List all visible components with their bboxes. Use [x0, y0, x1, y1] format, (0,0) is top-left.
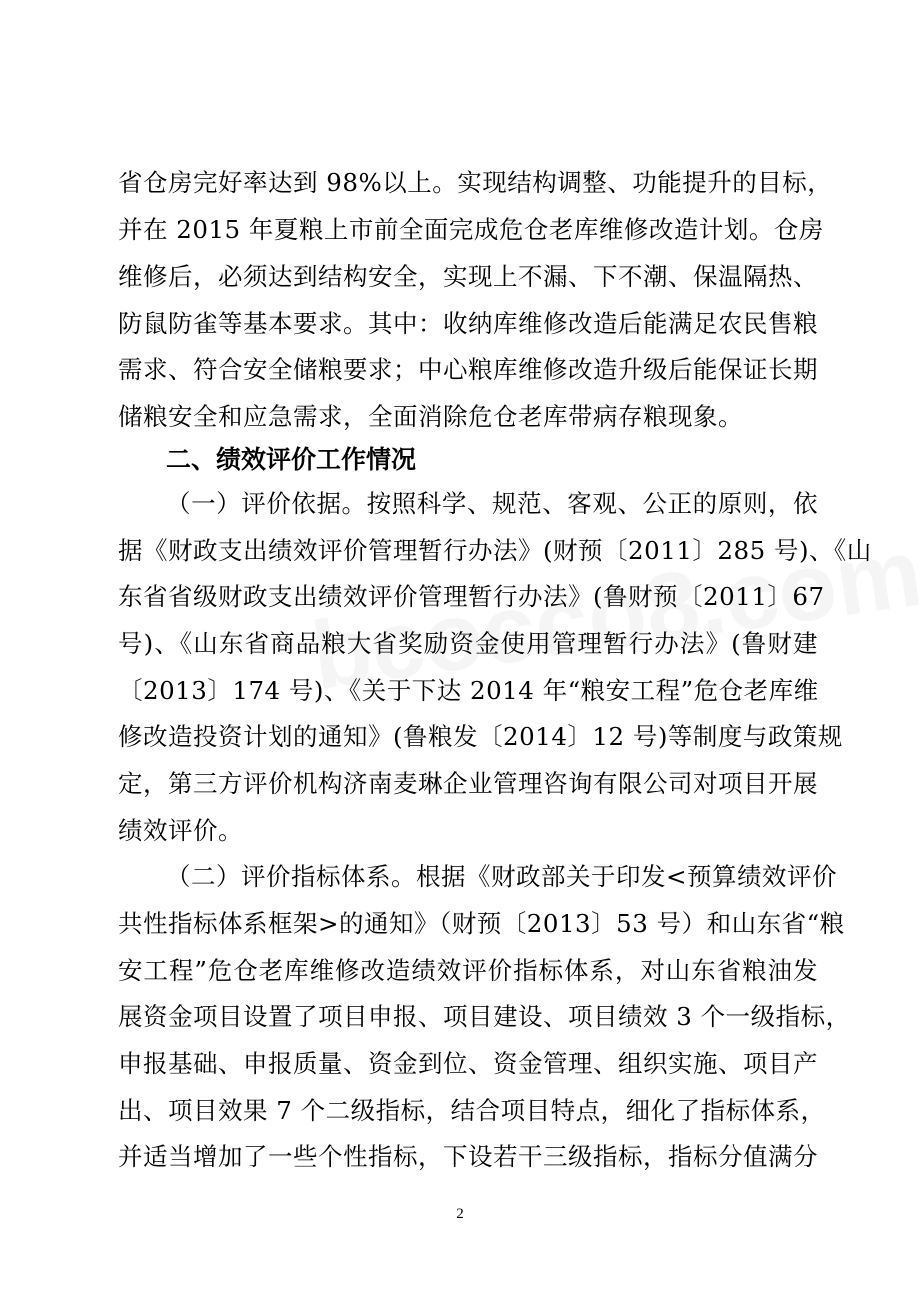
text-line: 定，第三方评价机构济南麦琳企业管理咨询有限公司对项目开展 — [118, 769, 818, 798]
text-line: 出、项目效果 7 个二级指标，结合项目特点，细化了指标体系， — [118, 1096, 826, 1125]
section-heading: 二、绩效评价工作情况 — [166, 445, 417, 474]
text-line: 省仓房完好率达到 98%以上。实现结构调整、功能提升的目标， — [118, 168, 833, 197]
text-line: 维修后，必须达到结构安全，实现上不漏、下不潮、保温隔热、 — [118, 262, 818, 291]
text-line: （一）评价依据。按照科学、规范、客观、公正的原则，依 — [166, 489, 818, 518]
text-line: 绩效评价。 — [118, 816, 243, 845]
text-line: 并适当增加了一些个性指标，下设若干三级指标，指标分值满分 — [118, 1142, 818, 1171]
text-line: 安工程”危仓老库维修改造绩效评价指标体系，对山东省粮油发 — [118, 956, 818, 985]
text-line: 储粮安全和应急需求，全面消除危仓老库带病存粮现象。 — [118, 402, 743, 431]
text-line: 〔2013〕174 号)、《关于下达 2014 年“粮安工程”危仓老库维 — [118, 676, 819, 705]
text-line: 号)、《山东省商品粮大省奖励资金使用管理暂行办法》(鲁财建 — [118, 629, 818, 658]
text-line: 并在 2015 年夏粮上市前全面完成危仓老库维修改造计划。仓房 — [118, 215, 824, 244]
page-number: 2 — [456, 1206, 464, 1222]
text-line: 申报基础、申报质量、资金到位、资金管理、组织实施、项目产 — [118, 1049, 818, 1078]
text-line: 需求、符合安全储粮要求；中心粮库维修改造升级后能保证长期 — [118, 355, 818, 384]
text-line: 防鼠防雀等基本要求。其中：收纳库维修改造后能满足农民售粮 — [118, 309, 818, 338]
text-line: 据《财政支出绩效评价管理暂行办法》(财预〔2011〕285 号)、《山 — [118, 536, 872, 565]
text-line: 展资金项目设置了项目申报、项目建设、项目绩效 3 个一级指标， — [118, 1002, 851, 1031]
text-line: 修改造投资计划的通知》(鲁粮发〔2014〕12 号)等制度与政策规 — [118, 722, 843, 751]
text-line: （二）评价指标体系。根据《财政部关于印发<预算绩效评价 — [166, 862, 838, 891]
text-line: 共性指标体系框架>的通知》（财预〔2013〕53 号）和山东省“粮 — [118, 909, 845, 938]
text-line: 东省省级财政支出绩效评价管理暂行办法》(鲁财预〔2011〕67 — [118, 582, 825, 611]
